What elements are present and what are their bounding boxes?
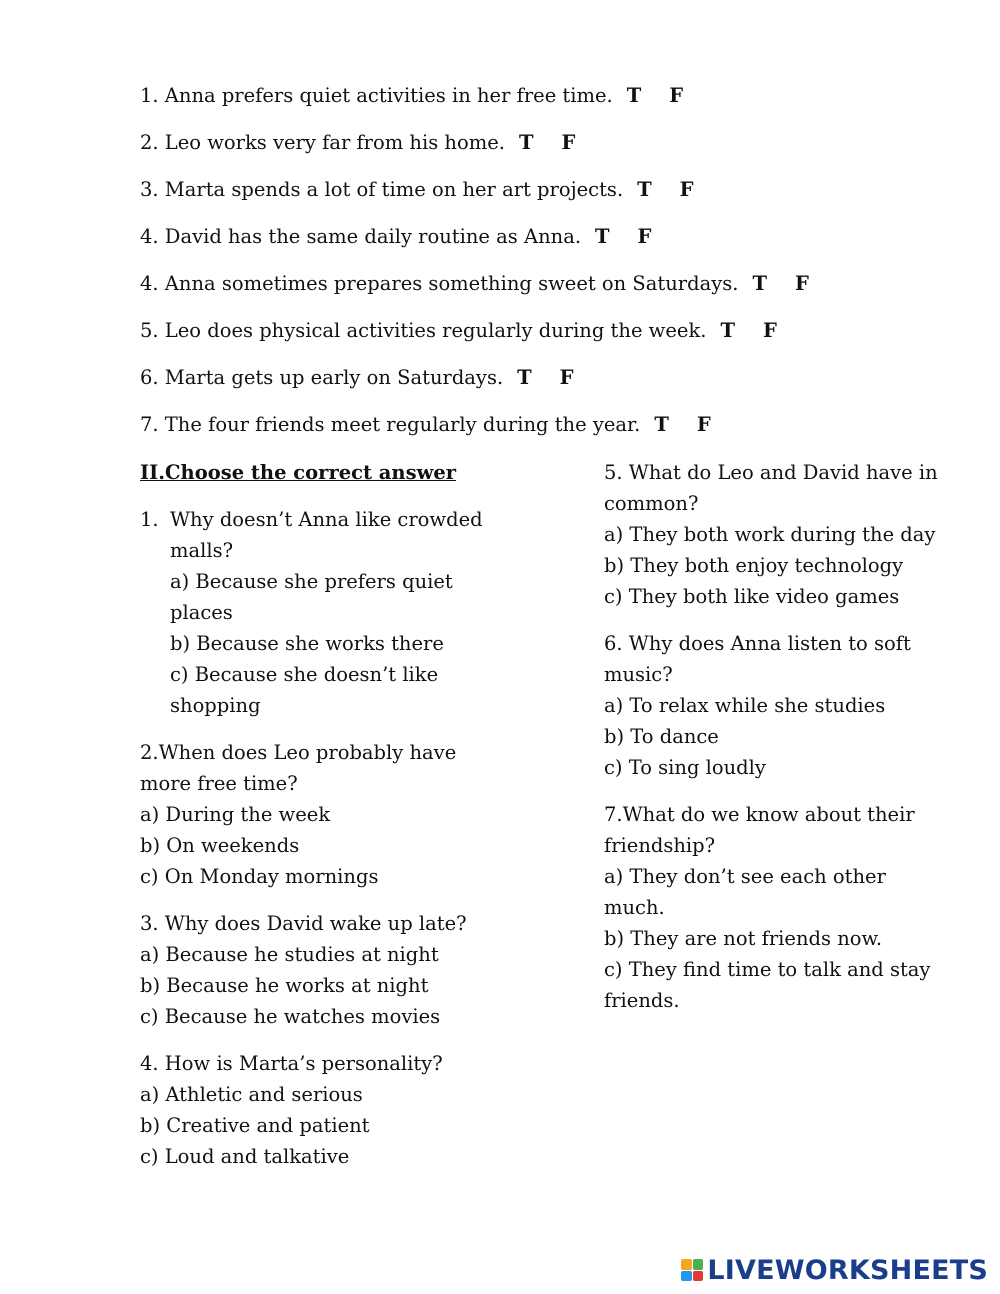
false-option[interactable]: F bbox=[794, 272, 809, 295]
question-text: 5. What do Leo and David have in common? bbox=[604, 461, 938, 515]
question-5 bbox=[604, 457, 944, 612]
answer-option-b[interactable]: b) They both enjoy technology bbox=[604, 554, 904, 577]
true-option[interactable]: T bbox=[720, 319, 735, 342]
question-3 bbox=[140, 908, 500, 1032]
answer-option-c[interactable]: c) They both like video games bbox=[604, 585, 900, 608]
answer-option-a[interactable]: a) During the week bbox=[140, 803, 331, 826]
answer-option-c[interactable]: c) Loud and talkative bbox=[140, 1145, 350, 1168]
false-option[interactable]: F bbox=[559, 366, 574, 389]
answer-option-b[interactable]: b) Creative and patient bbox=[140, 1114, 370, 1137]
question-text: 6. Why does Anna listen to soft music? bbox=[604, 632, 911, 686]
question-4 bbox=[140, 1048, 500, 1172]
logo-text: LIVEWORKSHEETS bbox=[707, 1254, 988, 1286]
tf-statement-5 bbox=[140, 272, 809, 296]
answer-option-a[interactable]: a) They don’t see each other much. bbox=[604, 865, 886, 919]
answer-option-c[interactable]: c) On Monday mornings bbox=[140, 865, 379, 888]
false-option[interactable]: F bbox=[679, 178, 694, 201]
question-text: Why doesn’t Anna like crowded malls? bbox=[170, 508, 483, 562]
tf-statement-8 bbox=[140, 413, 711, 437]
false-option[interactable]: F bbox=[561, 131, 576, 154]
true-option[interactable]: T bbox=[517, 366, 532, 389]
true-option[interactable]: T bbox=[637, 178, 652, 201]
answer-option-b[interactable]: b) Because she works there bbox=[170, 632, 444, 655]
answer-option-a[interactable]: a) Because he studies at night bbox=[140, 943, 439, 966]
answer-option-c[interactable]: c) Because he watches movies bbox=[140, 1005, 441, 1028]
question-1 bbox=[140, 504, 490, 721]
question-text: 2.When does Leo probably have more free time? bbox=[140, 741, 457, 795]
answer-option-a[interactable]: a) Athletic and serious bbox=[140, 1083, 363, 1106]
tf-statement-1 bbox=[140, 84, 683, 108]
liveworksheets-logo bbox=[681, 1256, 988, 1284]
questions-right-column bbox=[604, 457, 964, 1032]
answer-option-b[interactable]: b) They are not friends now. bbox=[604, 927, 883, 950]
tf-statement-text: 7. The four friends meet regularly during the year. bbox=[140, 413, 641, 436]
answer-option-b[interactable]: b) To dance bbox=[604, 725, 719, 748]
tf-statement-2 bbox=[140, 131, 575, 155]
answer-option-c[interactable]: c) Because she doesn’t like shopping bbox=[170, 663, 439, 717]
logo-icon bbox=[681, 1259, 703, 1281]
tf-statement-text: 2. Leo works very far from his home. bbox=[140, 131, 505, 154]
tf-statement-text: 4. David has the same daily routine as Anna. bbox=[140, 225, 582, 248]
tf-statement-text: 4. Anna sometimes prepares something sweet on Saturdays. bbox=[140, 272, 739, 295]
true-option[interactable]: T bbox=[595, 225, 610, 248]
question-6 bbox=[604, 628, 924, 783]
false-option[interactable]: F bbox=[696, 413, 711, 436]
answer-option-c[interactable]: c) They find time to talk and stay friends. bbox=[604, 958, 931, 1012]
tf-statement-text: 5. Leo does physical activities regularly during the week. bbox=[140, 319, 707, 342]
false-option[interactable]: F bbox=[637, 225, 652, 248]
question-number: 1. bbox=[140, 508, 159, 531]
true-option[interactable]: T bbox=[626, 84, 642, 107]
answer-option-c[interactable]: c) To sing loudly bbox=[604, 756, 766, 779]
question-text: 4. How is Marta’s personality? bbox=[140, 1052, 443, 1075]
tf-statement-text: 3. Marta spends a lot of time on her art projects. bbox=[140, 178, 624, 201]
logo-square bbox=[693, 1271, 704, 1282]
tf-statement-3 bbox=[140, 178, 694, 202]
answer-option-b[interactable]: b) On weekends bbox=[140, 834, 300, 857]
section-title: II.Choose the correct answer bbox=[140, 461, 457, 484]
tf-statement-7 bbox=[140, 366, 574, 390]
answer-option-a[interactable]: a) Because she prefers quiet places bbox=[170, 570, 453, 624]
question-text: 3. Why does David wake up late? bbox=[140, 912, 467, 935]
logo-square bbox=[681, 1259, 692, 1270]
tf-statement-6 bbox=[140, 319, 777, 343]
logo-square bbox=[693, 1259, 704, 1270]
true-option[interactable]: T bbox=[752, 272, 767, 295]
tf-statement-text: 6. Marta gets up early on Saturdays. bbox=[140, 366, 504, 389]
tf-statement-4 bbox=[140, 225, 651, 249]
question-text: 7.What do we know about their friendship? bbox=[604, 803, 915, 857]
true-option[interactable]: T bbox=[654, 413, 669, 436]
answer-option-b[interactable]: b) Because he works at night bbox=[140, 974, 429, 997]
answer-option-a[interactable]: a) To relax while she studies bbox=[604, 694, 886, 717]
questions-left-column bbox=[140, 504, 500, 1188]
tf-statement-text: 1. Anna prefers quiet activities in her free time. bbox=[140, 84, 613, 107]
false-option[interactable]: F bbox=[669, 84, 684, 107]
question-7 bbox=[604, 799, 944, 1016]
logo-square bbox=[681, 1271, 692, 1282]
question-2 bbox=[140, 737, 470, 892]
answer-option-a[interactable]: a) They both work during the day bbox=[604, 523, 936, 546]
true-option[interactable]: T bbox=[518, 131, 534, 154]
false-option[interactable]: F bbox=[763, 319, 777, 342]
